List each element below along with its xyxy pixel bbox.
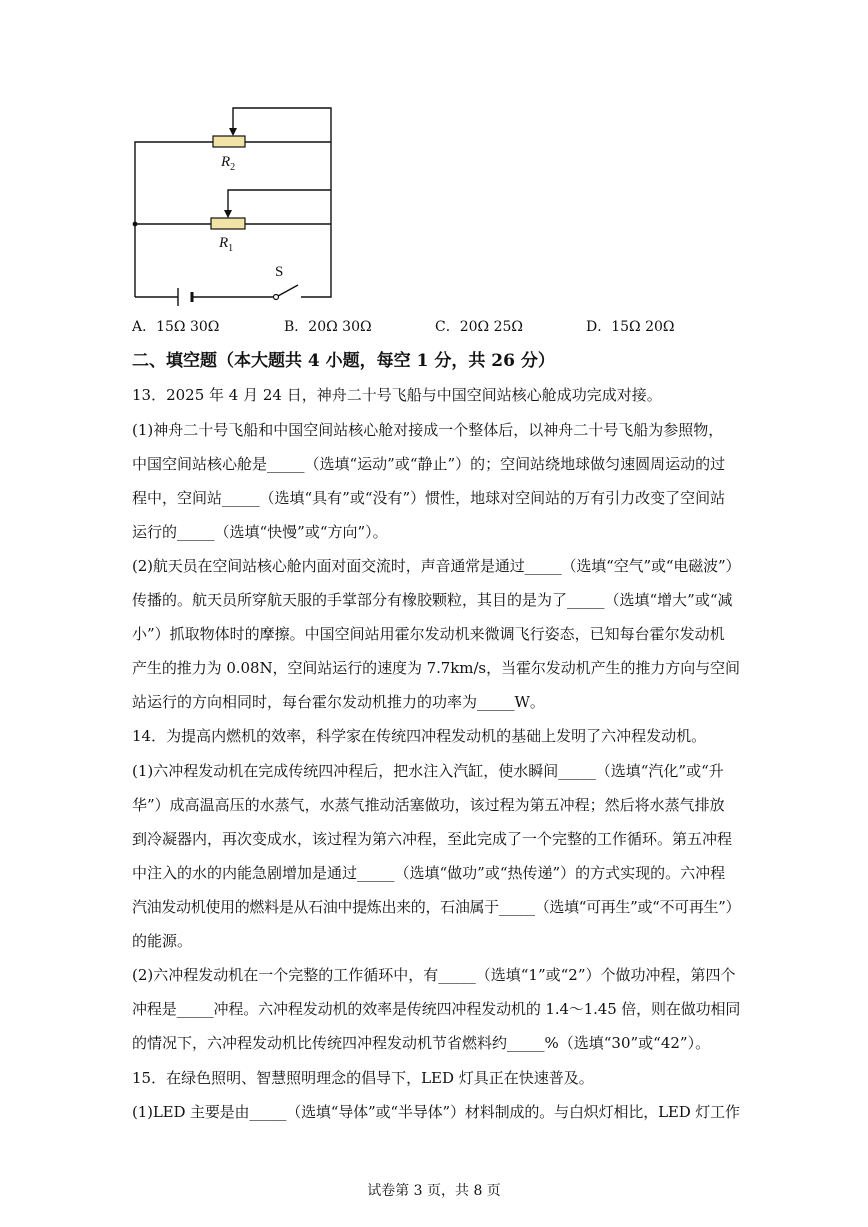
- q14-part1-line: 汽油发动机使用的燃料是从石油中提炼出来的，石油属于_____（选填“可再生”或“不可再生”）: [132, 898, 741, 916]
- q14-part1-line: 华”）成高温高压的水蒸气，水蒸气推动活塞做功，该过程为第五冲程；然后将水蒸气排放: [132, 796, 725, 814]
- svg-text:R1: [218, 235, 233, 254]
- wire-left: [135, 142, 213, 297]
- switch-lever: [278, 285, 298, 296]
- junction-dot: [133, 222, 138, 227]
- q13-part2-line: (2)航天员在空间站核心舱内面对面交流时，声音通常是通过_____（选填“空气”或“电磁波”）: [132, 557, 741, 575]
- r1-subscript: 1: [228, 243, 234, 254]
- page-footer: 试卷第 3 页，共 8 页: [367, 1183, 501, 1199]
- q15-part1-line: (1)LED 主要是由_____（选填“导体”或“半导体”）材料制成的。与白炽灯相比，LED 灯工作: [132, 1103, 740, 1121]
- choice-c[interactable]: C．20Ω 25Ω: [435, 319, 524, 335]
- q14-part1-line: (1)六冲程发动机在完成传统四冲程后，把水注入汽缸，使水瞬间_____（选填“汽化”或“升: [132, 762, 724, 780]
- question-13-stem: 13．2025 年 4 月 24 日，神舟二十号飞船与中国空间站核心舱成功完成对接。: [132, 386, 662, 404]
- switch-contact: [274, 295, 279, 300]
- circuit-diagram: [118, 98, 348, 310]
- q13-part2-line: 站运行的方向相同时，每台霍尔发动机推力的功率为_____W。: [132, 693, 545, 711]
- q14-part2-line: (2)六冲程发动机在一个完整的工作循环中，有_____（选填“1”或“2”）个做功冲程，第四个: [132, 966, 736, 984]
- switch-label: S: [275, 264, 284, 280]
- q14-part2-line: 的情况下，六冲程发动机比传统四冲程发动机节省燃料约_____%（选填“30”或“42”）。: [132, 1034, 711, 1052]
- q13-part2-line: 传播的。航天员所穿航天服的手掌部分有橡胶颗粒，其目的是为了_____（选填“增大”或“减: [132, 591, 733, 609]
- q14-part1-line: 到冷凝器内，再次变成水，该过程为第六冲程，至此完成了一个完整的工作循环。第五冲程: [132, 830, 733, 848]
- question-15-stem: 15．在绿色照明、智慧照明理念的倡导下，LED 灯具正在快速普及。: [132, 1069, 594, 1087]
- q13-part1-line: 运行的_____（选填“快慢”或“方向”）。: [132, 523, 388, 541]
- r2-label: R: [221, 154, 231, 170]
- choice-a[interactable]: A．15Ω 30Ω: [132, 319, 220, 335]
- q14-part2-line: 冲程是_____冲程。六冲程发动机的效率是传统四冲程发动机的 1.4～1.45 倍，则在做功相同: [132, 1000, 741, 1018]
- r2-subscript: 2: [230, 162, 236, 173]
- q13-part1-line: 中国空间站核心舱是_____（选填“运动”或“静止”）的；空间站绕地球做匀速圆周运动的过: [132, 455, 726, 473]
- section-title: 二、填空题（本大题共 4 小题，每空 1 分，共 26 分）: [132, 351, 555, 371]
- q14-part1-line: 的能源。: [132, 932, 193, 950]
- q14-part1-line: 中注入的水的内能急剧增加是通过_____（选填“做功”或“热传递”）的方式实现的。六冲程: [132, 864, 726, 882]
- answer-choices: [132, 316, 752, 338]
- svg-text:R2: [220, 154, 235, 173]
- q13-part1-line: 程中，空间站_____（选填“具有”或“没有”）惯性，地球对空间站的万有引力改变了空间站: [132, 489, 726, 507]
- resistor-r1: [211, 218, 245, 229]
- q13-part1-line: (1)神舟二十号飞船和中国空间站核心舱对接成一个整体后，以神舟二十号飞船为参照物，: [132, 421, 724, 439]
- q13-part2-line: 小”）抓取物体时的摩擦。中国空间站用霍尔发动机来微调飞行姿态，已知每台霍尔发动机: [132, 625, 725, 643]
- wire-r1-slider: [228, 190, 331, 217]
- choice-b[interactable]: B．20Ω 30Ω: [284, 319, 372, 335]
- question-14-stem: 14．为提高内燃机的效率，科学家在传统四冲程发动机的基础上发明了六冲程发动机。: [132, 727, 707, 745]
- choice-d[interactable]: D．15Ω 20Ω: [586, 319, 675, 335]
- slider-arrow-r1: [224, 210, 232, 218]
- r1-label: R: [219, 235, 229, 251]
- slider-arrow-r2: [229, 128, 237, 136]
- q13-part2-line: 产生的推力为 0.08N，空间站运行的速度为 7.7km/s，当霍尔发动机产生的推力方向与空间: [132, 659, 740, 677]
- resistor-r2: [213, 136, 245, 147]
